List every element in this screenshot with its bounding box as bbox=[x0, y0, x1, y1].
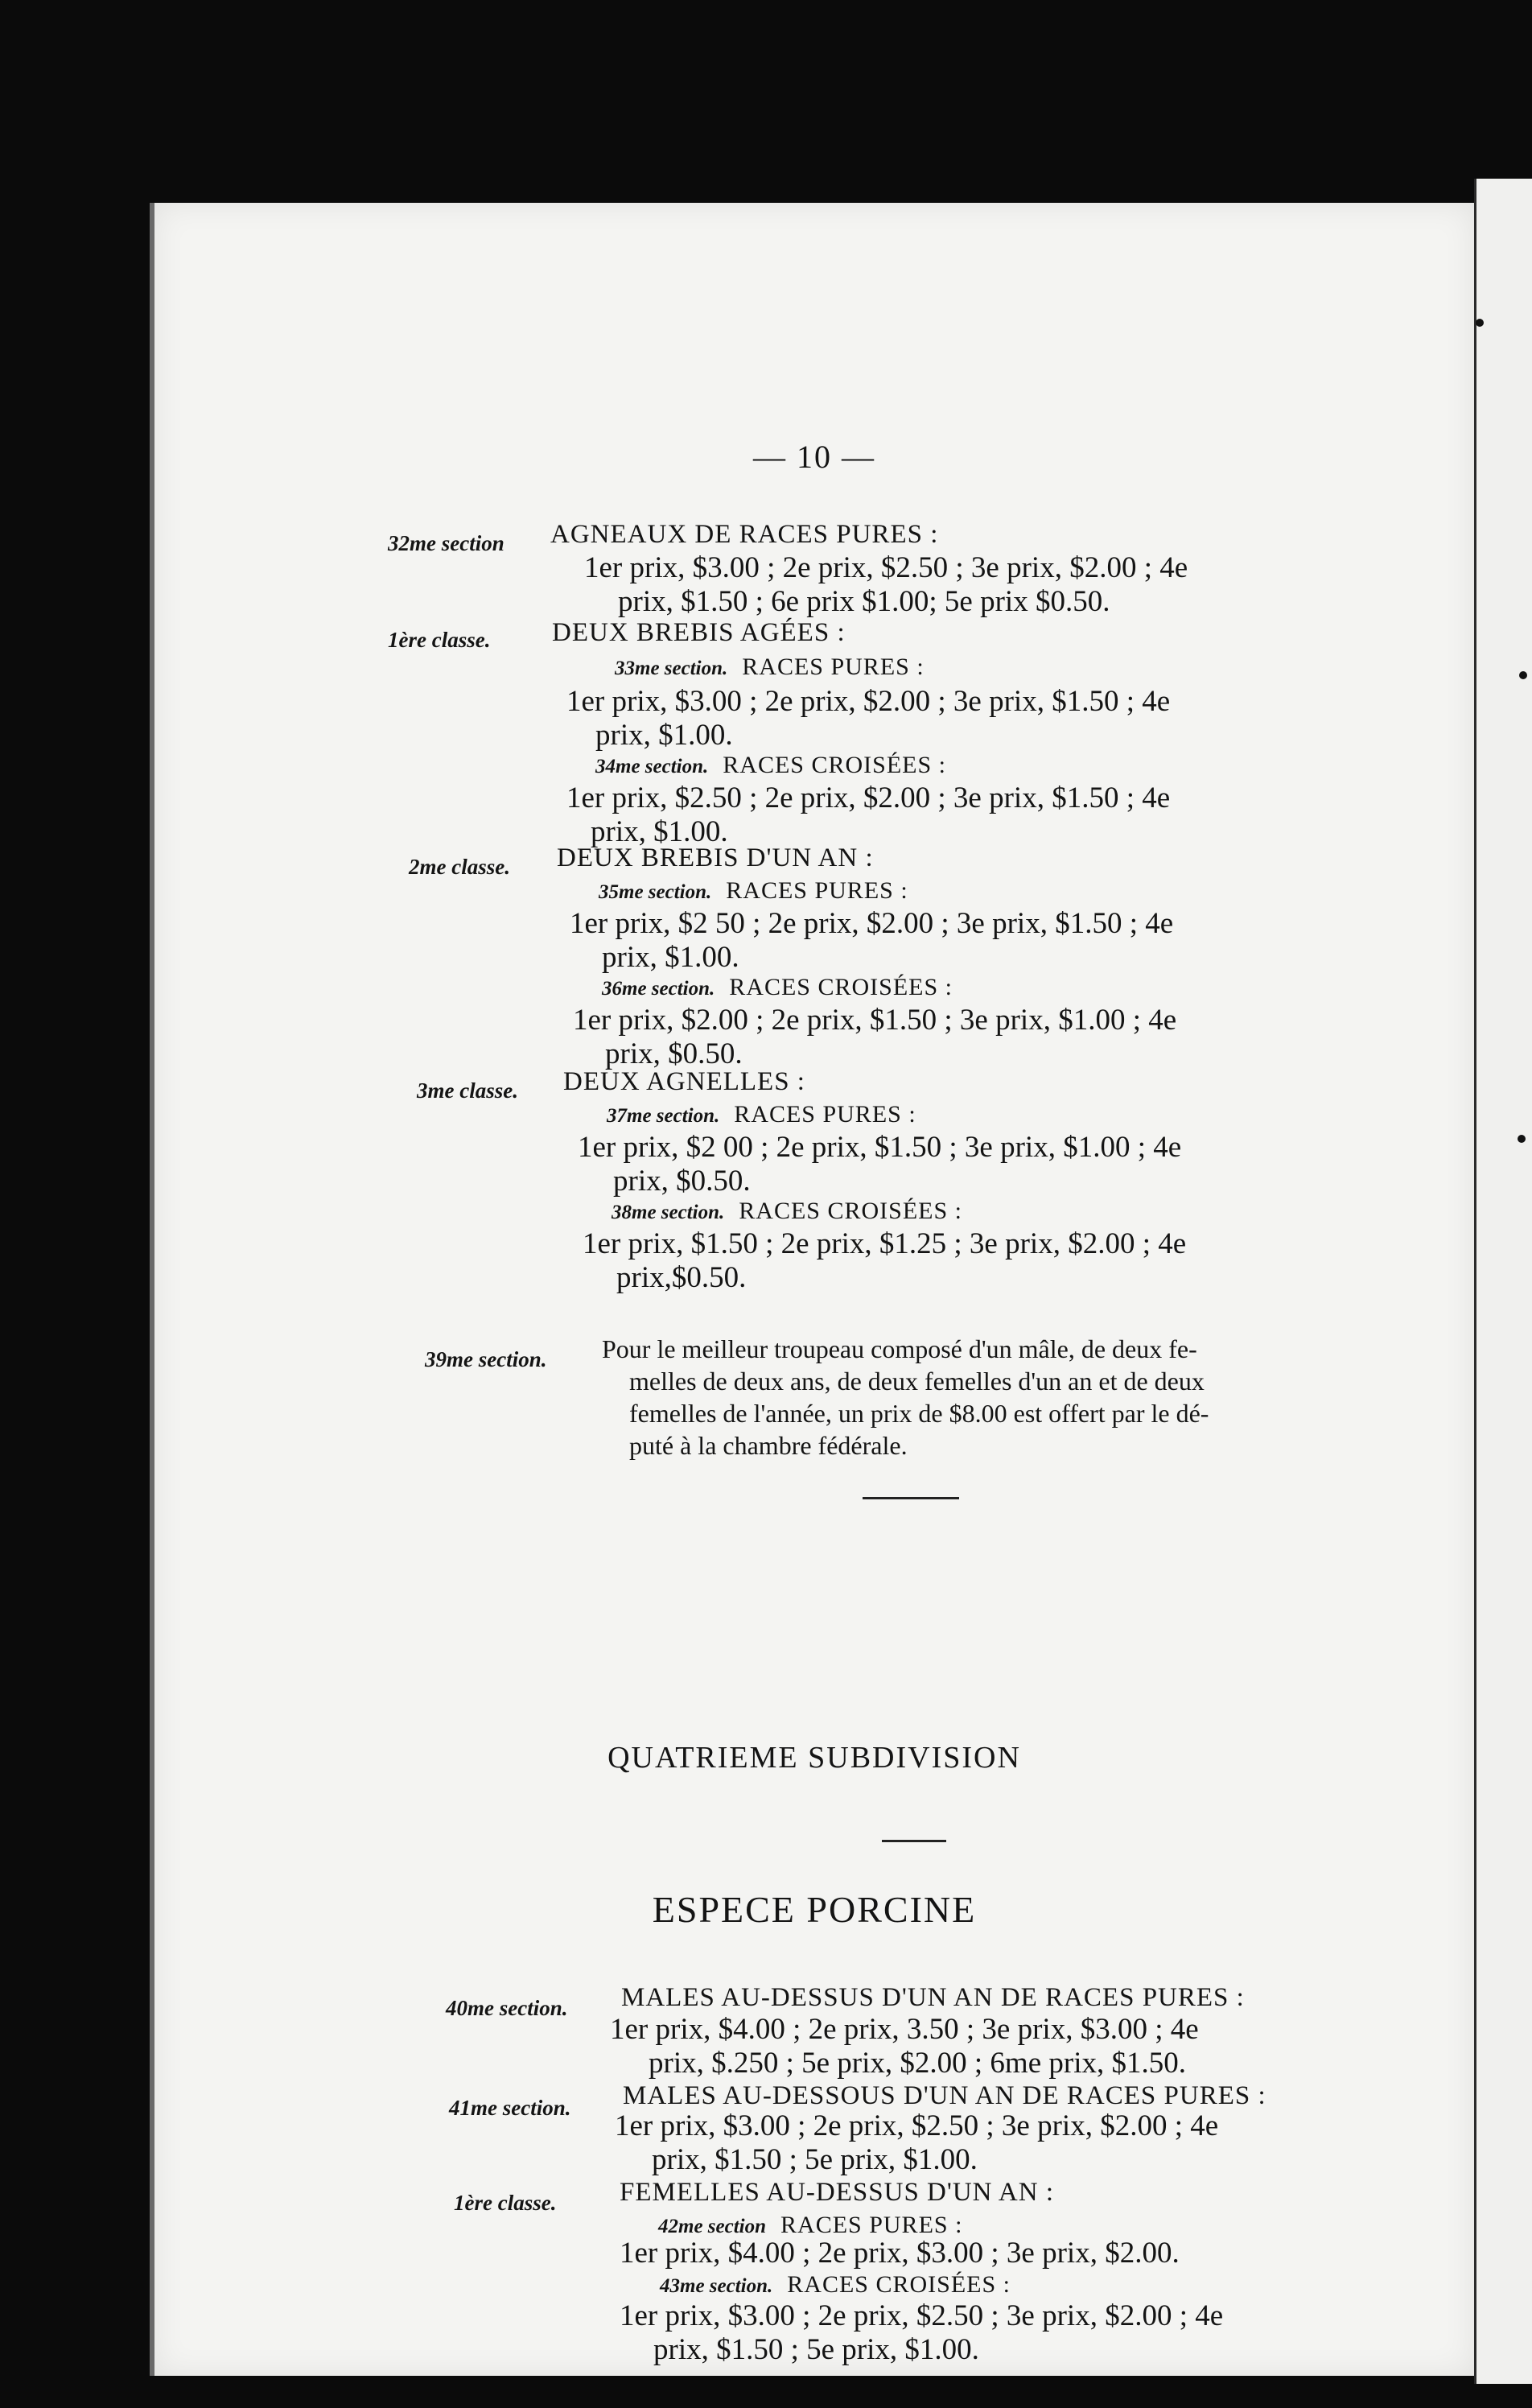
page-number: — 10 — bbox=[753, 439, 875, 475]
section-heading: AGNEAUX DE RACES PURES : bbox=[550, 520, 939, 549]
prize-line: prix, $.250 ; 5e prix, $2.00 ; 6me prix, $1.50. bbox=[649, 2047, 1186, 2080]
subsection-label: 34me section. bbox=[595, 756, 709, 777]
prize-line: 1er prix, $2 00 ; 2e prix, $1.50 ; 3e prix, $1.00 ; 4e bbox=[578, 1131, 1182, 1164]
subsection-heading bbox=[602, 974, 953, 1001]
subsection-heading bbox=[658, 2212, 962, 2239]
ink-speck bbox=[1519, 671, 1527, 679]
prize-line: prix, $0.50. bbox=[605, 1037, 743, 1070]
class-heading: DEUX AGNELLES : bbox=[563, 1067, 805, 1096]
section-label: 32me section bbox=[388, 531, 504, 555]
paragraph-line: femelles de l'année, un prix de $8.00 est offert par le dé- bbox=[629, 1399, 1209, 1428]
subdivision-title: QUATRIEME SUBDIVISION bbox=[607, 1741, 1021, 1775]
divider-rule bbox=[863, 1497, 959, 1499]
prize-line: prix, $1.50 ; 5e prix, $1.00. bbox=[653, 2333, 979, 2366]
paragraph-line: puté à la chambre fédérale. bbox=[629, 1431, 908, 1460]
subsection-label: 33me section. bbox=[615, 658, 728, 679]
prize-line: prix, $1.00. bbox=[602, 941, 739, 974]
class-label: 3me classe. bbox=[417, 1078, 518, 1103]
paragraph-line: melles de deux ans, de deux femelles d'un an et de deux bbox=[629, 1367, 1205, 1396]
prize-line: prix, $0.50. bbox=[613, 1165, 751, 1198]
prize-line: 1er prix, $4.00 ; 2e prix, 3.50 ; 3e prix, $3.00 ; 4e bbox=[610, 2013, 1199, 2046]
prize-line: 1er prix, $4.00 ; 2e prix, $3.00 ; 3e prix, $2.00. bbox=[620, 2237, 1180, 2270]
document-page bbox=[150, 203, 1474, 2376]
prize-line: prix, $1.00. bbox=[591, 815, 728, 848]
species-title: ESPECE PORCINE bbox=[652, 1889, 977, 1930]
prize-line: prix, $1.50 ; 6e prix $1.00; 5e prix $0.50. bbox=[618, 585, 1110, 618]
subsection-heading bbox=[615, 654, 925, 681]
subsection-title: RACES CROISÉES : bbox=[739, 1198, 962, 1224]
subsection-title: RACES CROISÉES : bbox=[723, 752, 946, 778]
class-heading: FEMELLES AU-DESSUS D'UN AN : bbox=[620, 2178, 1054, 2207]
adjacent-page-edge bbox=[1474, 179, 1532, 2384]
subsection-title: RACES PURES : bbox=[780, 2212, 963, 2238]
section-heading: MALES AU-DESSOUS D'UN AN DE RACES PURES : bbox=[623, 2081, 1266, 2110]
prize-line: prix,$0.50. bbox=[616, 1261, 747, 1294]
subsection-label: 36me section. bbox=[602, 978, 715, 1000]
section-label: 39me section. bbox=[425, 1347, 547, 1371]
section-label: 40me section. bbox=[446, 1996, 568, 2020]
class-label: 1ère classe. bbox=[388, 628, 491, 652]
section-heading: MALES AU-DESSUS D'UN AN DE RACES PURES : bbox=[621, 1983, 1245, 2012]
prize-line: 1er prix, $2.00 ; 2e prix, $1.50 ; 3e prix, $1.00 ; 4e bbox=[573, 1004, 1177, 1037]
subsection-title: RACES CROISÉES : bbox=[787, 2271, 1011, 2298]
prize-line: 1er prix, $3.00 ; 2e prix, $2.50 ; 3e prix, $2.00 ; 4e bbox=[584, 551, 1188, 584]
subsection-label: 35me section. bbox=[599, 881, 712, 903]
prize-line: 1er prix, $3.00 ; 2e prix, $2.50 ; 3e prix, $2.00 ; 4e bbox=[615, 2109, 1219, 2142]
subsection-title: RACES PURES : bbox=[734, 1101, 916, 1128]
class-label: 1ère classe. bbox=[454, 2191, 557, 2215]
prize-line: 1er prix, $1.50 ; 2e prix, $1.25 ; 3e prix, $2.00 ; 4e bbox=[583, 1227, 1187, 1260]
class-label: 2me classe. bbox=[409, 855, 510, 879]
section-label: 41me section. bbox=[449, 2096, 571, 2120]
prize-line: 1er prix, $2 50 ; 2e prix, $2.00 ; 3e prix, $1.50 ; 4e bbox=[570, 907, 1174, 940]
divider-rule bbox=[882, 1840, 946, 1842]
subsection-label: 42me section bbox=[658, 2216, 767, 2237]
ink-speck bbox=[1518, 1135, 1526, 1143]
subsection-heading bbox=[660, 2271, 1011, 2299]
class-heading: DEUX BREBIS D'UN AN : bbox=[557, 843, 874, 872]
prize-line: 1er prix, $3.00 ; 2e prix, $2.00 ; 3e prix, $1.50 ; 4e bbox=[566, 685, 1171, 718]
subsection-title: RACES CROISÉES : bbox=[729, 974, 953, 1000]
prize-line: prix, $1.50 ; 5e prix, $1.00. bbox=[652, 2143, 978, 2176]
subsection-heading bbox=[612, 1198, 962, 1225]
subsection-label: 38me section. bbox=[612, 1202, 725, 1223]
subsection-heading bbox=[607, 1101, 916, 1128]
prize-line: prix, $1.00. bbox=[595, 719, 733, 752]
class-heading: DEUX BREBIS AGÉES : bbox=[552, 618, 846, 647]
subsection-heading bbox=[595, 752, 946, 779]
ink-speck bbox=[1476, 319, 1484, 327]
subsection-title: RACES PURES : bbox=[742, 654, 925, 680]
prize-line: 1er prix, $3.00 ; 2e prix, $2.50 ; 3e prix, $2.00 ; 4e bbox=[620, 2299, 1224, 2332]
subsection-heading bbox=[599, 877, 908, 905]
subsection-label: 43me section. bbox=[660, 2275, 773, 2297]
paragraph-line: Pour le meilleur troupeau composé d'un mâle, de deux fe- bbox=[602, 1334, 1197, 1363]
subsection-label: 37me section. bbox=[607, 1105, 720, 1127]
prize-line: 1er prix, $2.50 ; 2e prix, $2.00 ; 3e prix, $1.50 ; 4e bbox=[566, 781, 1171, 814]
subsection-title: RACES PURES : bbox=[726, 877, 908, 904]
